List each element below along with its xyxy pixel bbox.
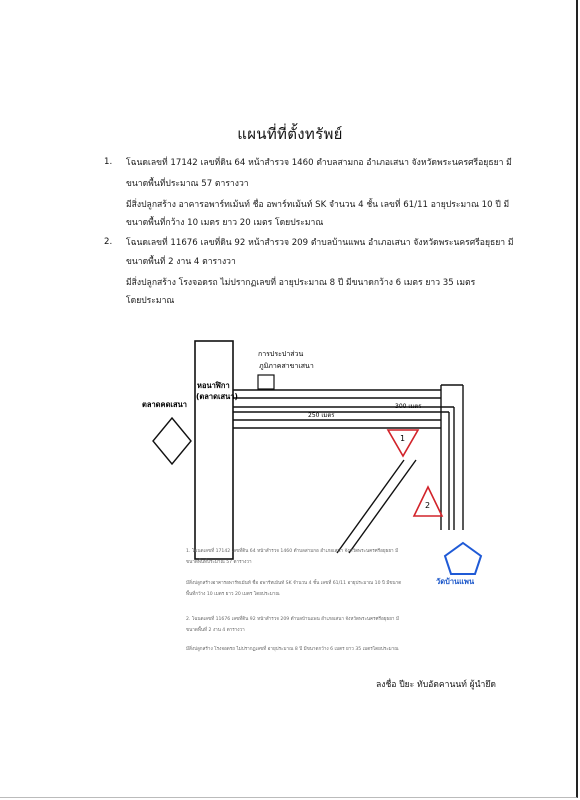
inset-note-5: 2. โฉนดเลขที่ 11676 เลขที่ดิน 92 หน้าสำรวจ 209 ตำบลบ้านแพน อำเภอเสนา จังหวัดพระนครศรีอยุธยา มี [186, 617, 399, 622]
item-2-line-4: โดยประมาณ [126, 296, 175, 306]
item-2-line-1: โฉนดเลขที่ 11676 เลขที่ดิน 92 หน้าสำรวจ 209 ตำบลบ้านแพน อำเภอเสนา จังหวัดพระนครศรีอยุธยา มี [126, 238, 514, 248]
temple-label: วัดบ้านแพน [436, 577, 475, 586]
clocktower-label-1: หอนาฬิกา [197, 381, 230, 390]
main-road-vertical [195, 341, 233, 559]
inset-note-2: ขนาดพื้นที่ประมาณ 57 ตารางวา [186, 560, 252, 565]
market-label: ตลาดคดเสนา [142, 400, 187, 409]
item-1-line-4: ขนาดพื้นที่กว้าง 10 เมตร ยาว 20 เมตร โดยประมาณ [126, 218, 324, 228]
market-diamond [153, 418, 191, 464]
temple-pentagon [445, 543, 481, 574]
item-1-number: 1. [104, 157, 113, 167]
waterworks-label-2: ภูมิภาคสาขาเสนา [259, 362, 314, 370]
item-2-line-3: มีสิ่งปลูกสร้าง โรงจอดรถ ไม่ปรากฏเลขที่ อายุประมาณ 8 ปี มีขนาดกว้าง 6 เมตร ยาว 35 เมตร [126, 278, 476, 288]
inset-note-3: มีสิ่งปลูกสร้างอาคารอพาร์ทเม้นท์ ชื่อ อพาร์ทเม้นท์ SK จำนวน 4 ชั้น เลขที่ 61/11 อายุประมาณ 10 ปี มีขนาด [186, 581, 402, 586]
item-1-line-1: โฉนดเลขที่ 17142 เลขที่ดิน 64 หน้าสำรวจ 1460 ตำบลสามกอ อำเภอเสนา จังหวัดพระนครศรีอยุธยา มี [126, 158, 512, 168]
waterworks-label-1: การประปาส่วน [258, 350, 304, 358]
inset-note-6: ขนาดพื้นที่ 2 งาน 4 ตารางวา [186, 628, 245, 633]
clocktower-label-2: (ตลาดเสนา) [196, 392, 238, 401]
inset-note-1: 1. โฉนดเลขที่ 17142 เลขที่ดิน 64 หน้าสำรวจ 1460 ตำบลสามกอ อำเภอเสนา จังหวัดพระนครศรีอยุธยา มี [186, 549, 399, 554]
item-2-line-2: ขนาดพื้นที่ 2 งาน 4 ตารางวา [126, 257, 236, 267]
signature-line: ลงชื่อ ปียะ ทับอัตคานนท์ ผู้นำยึด [376, 680, 496, 690]
waterworks-marker [258, 375, 274, 389]
marker-2-label: 2 [425, 501, 431, 510]
item-2-number: 2. [104, 237, 113, 247]
inset-note-4: พื้นที่กว้าง 10 เมตร ยาว 20 เมตร โดยประมาณ [186, 592, 280, 597]
distance-300-label: 300 เมตร [395, 403, 422, 410]
inset-note-7: มีสิ่งปลูกสร้าง โรงจอดรถ ไม่ปรากฏเลขที่ อายุประมาณ 8 ปี มีขนาดกว้าง 6 เมตร ยาว 35 เมตรโดยประมาณ [186, 647, 399, 652]
marker-1-label: 1 [400, 434, 406, 443]
distance-250-label: 250 เมตร [308, 412, 335, 419]
diagonal-road [337, 460, 416, 553]
item-1-line-3: มีสิ่งปลูกสร้าง อาคารอพาร์ทเม้นท์ ชื่อ อพาร์ทเม้นท์ SK จำนวน 4 ชั้น เลขที่ 61/11 อายุประมาณ 10 ปี มี [126, 200, 510, 210]
item-1-line-2: ขนาดพื้นที่ประมาณ 57 ตารางวา [126, 179, 249, 189]
document-title: แผนที่ที่ตั้งทรัพย์ [237, 125, 343, 143]
